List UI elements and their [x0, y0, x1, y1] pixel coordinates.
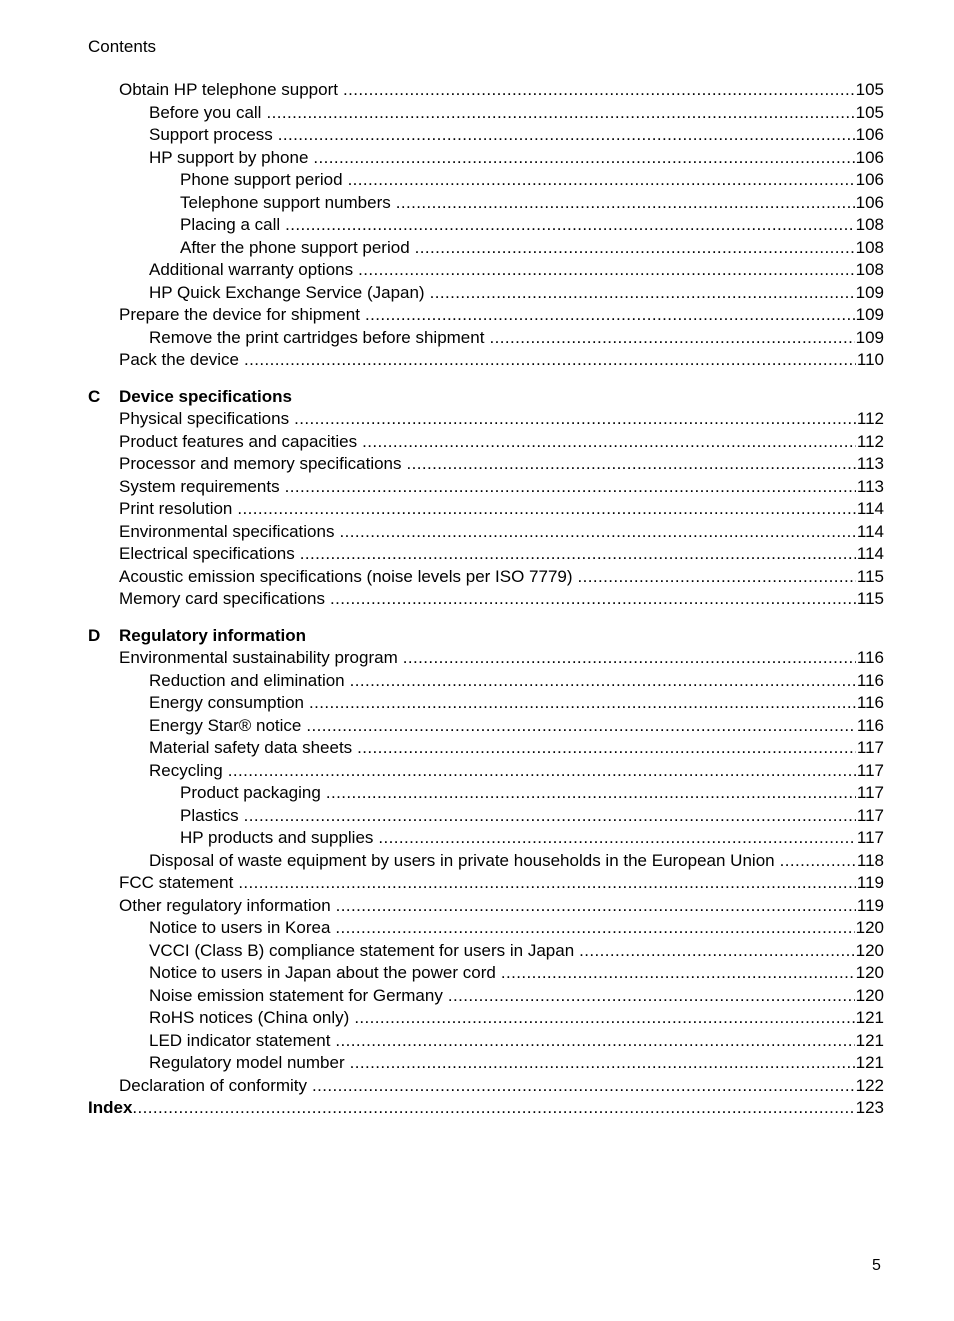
toc-entry-title: Product features and capacities	[119, 431, 358, 451]
toc-entry-page: 114	[856, 521, 884, 541]
toc-entry-page: 112	[856, 409, 884, 428]
table-of-contents	[88, 79, 884, 1120]
section-letter: D	[88, 625, 101, 645]
toc-entry[interactable]	[88, 895, 884, 918]
toc-entry[interactable]	[88, 566, 884, 589]
toc-entry-page: 117	[856, 828, 884, 847]
toc-entry-title: Phone support period	[180, 170, 343, 189]
toc-entry[interactable]	[88, 408, 884, 431]
dot-leader	[278, 124, 855, 147]
toc-entry-page: 119	[856, 873, 884, 892]
toc-entry[interactable]	[88, 827, 884, 850]
toc-entry-title: Placing a call	[180, 215, 281, 234]
toc-entry-page: 119	[856, 895, 884, 915]
toc-entry-title: Declaration of conformity	[119, 1075, 308, 1095]
dot-leader	[244, 805, 856, 828]
toc-entry-page: 114	[856, 499, 884, 518]
toc-entry[interactable]	[88, 169, 884, 192]
toc-entry-title: Plastics	[180, 805, 239, 825]
toc-entry-page: 116	[856, 648, 884, 667]
toc-entry-title: System requirements	[119, 476, 280, 496]
toc-entry-title: Obtain HP telephone support	[119, 80, 338, 99]
toc-entry-page: 121	[855, 1030, 884, 1050]
toc-entry-title: LED indicator statement	[149, 1030, 331, 1050]
toc-entry[interactable]	[88, 1007, 884, 1030]
dot-leader	[350, 670, 856, 693]
toc-entry-title: Energy Star® notice	[149, 715, 302, 735]
toc-entry-page: 116	[856, 693, 884, 712]
toc-entry-page: 109	[855, 305, 884, 324]
dot-leader	[396, 192, 855, 215]
toc-entry-page: 108	[855, 215, 884, 234]
dot-leader	[407, 453, 856, 476]
dot-leader	[237, 498, 856, 521]
toc-entry-title: Noise emission statement for Germany	[149, 985, 443, 1005]
toc-entry-title: Recycling	[149, 760, 223, 780]
toc-entry-title: Print resolution	[119, 499, 233, 518]
dot-leader	[306, 715, 856, 738]
dot-leader	[489, 327, 854, 350]
toc-entry-title: Additional warranty options	[149, 260, 354, 279]
dot-leader	[300, 543, 856, 566]
toc-entry[interactable]	[88, 760, 884, 783]
toc-entry-page: 112	[856, 431, 884, 451]
toc-entry[interactable]	[88, 543, 884, 566]
toc-entry-title: Disposal of waste equipment by users in private households in the European Union	[149, 850, 775, 870]
dot-leader	[378, 827, 855, 850]
dot-leader	[348, 169, 855, 192]
toc-entry-page: 105	[855, 102, 884, 122]
toc-entry[interactable]	[88, 692, 884, 715]
toc-entry-title: FCC statement	[119, 873, 234, 892]
toc-entry[interactable]	[88, 670, 884, 693]
toc-block-section-d	[88, 647, 884, 1097]
dot-leader	[357, 737, 856, 760]
toc-entry[interactable]	[88, 282, 884, 305]
toc-entry-index[interactable]	[88, 1097, 884, 1120]
dot-leader	[343, 79, 855, 102]
dot-leader	[336, 895, 856, 918]
dot-leader	[430, 282, 855, 305]
toc-entry-title: Electrical specifications	[119, 544, 295, 563]
toc-entry-title: VCCI (Class B) compliance statement for users in Japan	[149, 940, 575, 960]
dot-leader	[339, 521, 855, 544]
toc-entry[interactable]	[88, 124, 884, 147]
toc-block-section-c	[88, 408, 884, 611]
toc-entry-page: 117	[856, 760, 884, 780]
toc-entry[interactable]	[88, 476, 884, 499]
toc-entry-title: RoHS notices (China only)	[149, 1008, 350, 1027]
toc-entry-title: Environmental sustainability program	[119, 648, 398, 667]
toc-entry[interactable]	[88, 521, 884, 544]
toc-entry-title: Prepare the device for shipment	[119, 305, 360, 324]
section-spacer	[88, 372, 884, 386]
dot-leader	[132, 1097, 854, 1120]
toc-entry-title: Telephone support numbers	[180, 192, 391, 212]
toc-entry-title: Pack the device	[119, 350, 240, 369]
toc-entry-page: 114	[856, 544, 884, 563]
toc-entry[interactable]	[88, 850, 884, 873]
toc-entry-title: Acoustic emission specifications (noise levels per ISO 7779)	[119, 566, 573, 586]
toc-entry-page: 123	[855, 1098, 884, 1117]
toc-entry[interactable]	[88, 327, 884, 350]
toc-entry[interactable]	[88, 259, 884, 282]
dot-leader	[365, 304, 855, 327]
toc-entry-page: 120	[855, 963, 884, 982]
toc-entry-title: Notice to users in Korea	[149, 918, 331, 937]
toc-entry-title: Support process	[149, 125, 273, 144]
toc-entry-title: Material safety data sheets	[149, 738, 353, 757]
toc-entry[interactable]	[88, 805, 884, 828]
toc-entry[interactable]	[88, 872, 884, 895]
section-spacer	[88, 611, 884, 625]
toc-entry[interactable]	[88, 917, 884, 940]
toc-entry-page: 115	[856, 566, 884, 586]
dot-leader	[330, 588, 856, 611]
toc-entry-title: Index	[88, 1098, 133, 1117]
toc-entry[interactable]	[88, 102, 884, 125]
toc-entry-title: Regulatory model number	[149, 1053, 345, 1072]
dot-leader	[285, 214, 854, 237]
toc-entry-page: 106	[855, 125, 884, 144]
dot-leader	[403, 647, 856, 670]
toc-entry-title: HP products and supplies	[180, 828, 374, 847]
toc-entry-title: Reduction and elimination	[149, 670, 345, 690]
toc-block-appendix-b-continued	[88, 79, 884, 372]
toc-entry[interactable]	[88, 147, 884, 170]
dot-leader	[266, 102, 854, 125]
toc-entry-title: Remove the print cartridges before shipment	[149, 327, 485, 347]
toc-entry-page: 120	[855, 940, 884, 960]
toc-entry-title: Energy consumption	[149, 693, 304, 712]
dot-leader	[448, 985, 855, 1008]
toc-entry-page: 106	[855, 147, 884, 167]
dot-leader	[335, 917, 854, 940]
dot-leader	[312, 1075, 855, 1098]
dot-leader	[326, 782, 856, 805]
toc-entry-page: 117	[856, 783, 884, 802]
toc-entry-title: HP support by phone	[149, 147, 309, 167]
dot-leader	[309, 692, 856, 715]
toc-entry-page: 118	[856, 850, 884, 870]
toc-entry-page: 106	[855, 170, 884, 189]
section-title: Regulatory information	[119, 625, 307, 645]
section-title: Device specifications	[119, 386, 292, 406]
toc-entry-page: 121	[855, 1053, 884, 1072]
dot-leader	[780, 850, 856, 873]
running-header: Contents	[88, 37, 157, 56]
toc-entry[interactable]	[88, 985, 884, 1008]
toc-entry-page: 122	[855, 1075, 884, 1095]
toc-entry-page: 117	[856, 805, 884, 825]
toc-entry-title: Processor and memory specifications	[119, 454, 402, 473]
section-letter: C	[88, 386, 101, 406]
toc-entry-page: 105	[855, 80, 884, 99]
toc-entry[interactable]	[88, 498, 884, 521]
dot-leader	[362, 431, 856, 454]
toc-entry[interactable]	[88, 962, 884, 985]
toc-entry[interactable]	[88, 737, 884, 760]
toc-entry[interactable]	[88, 431, 884, 454]
dot-leader	[579, 940, 854, 963]
toc-entry-title: Memory card specifications	[119, 589, 325, 608]
toc-entry[interactable]	[88, 304, 884, 327]
toc-entry[interactable]	[88, 349, 884, 372]
toc-entry-page: 120	[855, 918, 884, 937]
toc-entry-page: 108	[855, 260, 884, 279]
toc-entry-page: 108	[855, 237, 884, 257]
dot-leader	[354, 1007, 854, 1030]
dot-leader	[358, 259, 855, 282]
toc-entry[interactable]	[88, 1030, 884, 1053]
dot-leader	[238, 872, 856, 895]
dot-leader	[578, 566, 856, 589]
toc-entry[interactable]	[88, 588, 884, 611]
toc-entry-page: 113	[856, 476, 884, 496]
toc-entry[interactable]	[88, 647, 884, 670]
toc-entry-title: Product packaging	[180, 783, 321, 802]
section-heading-d[interactable]	[88, 625, 884, 648]
toc-entry[interactable]	[88, 214, 884, 237]
toc-entry-page: 120	[855, 985, 884, 1005]
toc-entry-page: 117	[856, 738, 884, 757]
toc-entry[interactable]	[88, 192, 884, 215]
toc-entry-page: 115	[856, 589, 884, 608]
dot-leader	[415, 237, 855, 260]
toc-entry-page: 121	[855, 1008, 884, 1027]
toc-entry-title: Other regulatory information	[119, 895, 331, 915]
dot-leader	[294, 408, 856, 431]
dot-leader	[335, 1030, 854, 1053]
toc-entry-page: 113	[856, 454, 884, 473]
toc-entry-title: Environmental specifications	[119, 521, 335, 541]
dot-leader	[285, 476, 856, 499]
toc-entry-page: 109	[855, 327, 884, 347]
toc-entry-page: 106	[855, 192, 884, 212]
dot-leader	[313, 147, 854, 170]
toc-entry[interactable]	[88, 782, 884, 805]
toc-entry[interactable]	[88, 1075, 884, 1098]
dot-leader	[228, 760, 856, 783]
page-number: 5	[872, 1257, 881, 1274]
toc-entry-title: Notice to users in Japan about the power cord	[149, 963, 496, 982]
toc-entry-title: Physical specifications	[119, 409, 290, 428]
toc-entry[interactable]	[88, 453, 884, 476]
toc-entry[interactable]	[88, 940, 884, 963]
toc-entry[interactable]	[88, 79, 884, 102]
toc-entry-title: After the phone support period	[180, 237, 410, 257]
toc-entry-title: HP Quick Exchange Service (Japan)	[149, 282, 425, 302]
toc-entry-page: 116	[856, 715, 884, 735]
section-heading-c[interactable]	[88, 386, 884, 409]
toc-entry-page: 109	[855, 282, 884, 302]
toc-entry-title: Before you call	[149, 102, 262, 122]
dot-leader	[350, 1052, 855, 1075]
toc-entry-page: 110	[856, 350, 884, 369]
toc-entry[interactable]	[88, 715, 884, 738]
toc-entry[interactable]	[88, 1052, 884, 1075]
dot-leader	[244, 349, 856, 372]
toc-entry-page: 116	[856, 670, 884, 690]
dot-leader	[501, 962, 855, 985]
toc-entry[interactable]	[88, 237, 884, 260]
